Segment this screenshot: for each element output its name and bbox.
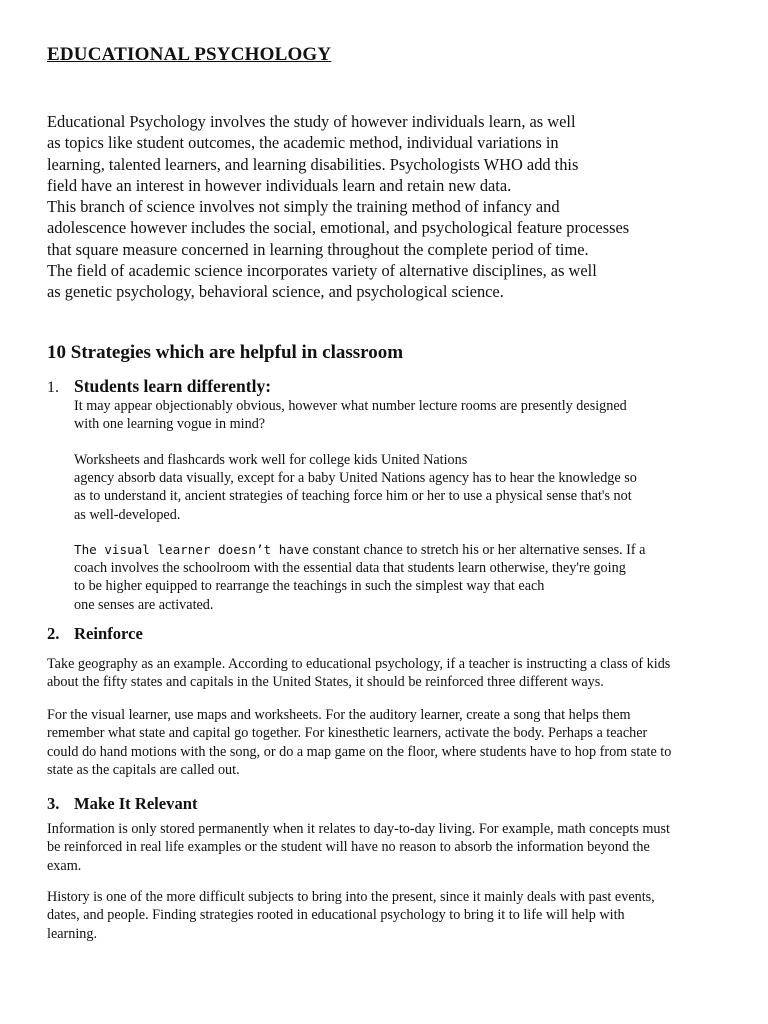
strategy-3-paragraph-a bbox=[47, 820, 737, 875]
text-line: to be higher equipped to rearrange the teachings in such the simplest way that each bbox=[74, 578, 545, 595]
strategy-3-paragraph-b bbox=[47, 888, 737, 943]
strategy-2-paragraph-a bbox=[47, 655, 737, 692]
intro-line: field have an interest in however individuals learn and retain new data. bbox=[47, 175, 512, 195]
text-line: agency absorb data visually, except for a baby United Nations agency has to hear the knowledge so bbox=[74, 470, 637, 487]
intro-line: as topics like student outcomes, the academic method, individual variations in bbox=[47, 133, 559, 153]
strategy-3-heading bbox=[47, 794, 198, 814]
text-line: one senses are activated. bbox=[74, 596, 214, 613]
text-line: For the visual learner, use maps and worksheets. For the auditory learner, create a song that helps them bbox=[47, 707, 631, 723]
text-line: be reinforced in real life examples or the student will have no reason to absorb the information beyond the bbox=[47, 839, 650, 856]
strategy-1-heading bbox=[47, 376, 271, 397]
intro-line: Educational Psychology involves the study of however individuals learn, as well bbox=[47, 112, 576, 131]
strategies-heading: 10 Strategies which are helpful in classroom bbox=[47, 342, 404, 363]
text-line: about the fifty states and capitals in the United States, it should be reinforced three different ways. bbox=[47, 674, 604, 691]
intro-paragraph bbox=[47, 111, 737, 303]
text-line: with one learning vogue in mind? bbox=[74, 416, 266, 433]
text-line: exam. bbox=[47, 857, 82, 874]
text-line: It may appear objectionably obvious, however what number lecture rooms are presently designed bbox=[74, 398, 627, 414]
text-line: remember what state and capital go together. For kinesthetic learners, activate the body. Perhaps a teacher bbox=[47, 725, 648, 742]
strategy-title: Make It Relevant bbox=[74, 794, 198, 813]
strategy-1-paragraph-c bbox=[74, 541, 734, 614]
strategy-number: 3. bbox=[47, 794, 60, 813]
mono-fragment: The visual learner doesn’t have bbox=[74, 542, 310, 557]
intro-line: as genetic psychology, behavioral science, and psychological science. bbox=[47, 282, 504, 302]
text-line: Information is only stored permanently when it relates to day-to-day living. For example, math concepts must bbox=[47, 821, 670, 837]
text-line: coach involves the schoolroom with the essential data that students learn otherwise, they're going bbox=[74, 560, 626, 577]
text-line: learning. bbox=[47, 925, 98, 942]
text-line: dates, and people. Finding strategies rooted in educational psychology to bring it to life will help with bbox=[47, 907, 625, 924]
text-line: as to understand it, ancient strategies of teaching force him or her to use a physical sense that's not bbox=[74, 488, 632, 505]
strategy-number: 1. bbox=[47, 379, 59, 396]
intro-line: that square measure concerned in learning throughout the complete period of time. bbox=[47, 239, 589, 259]
intro-line: adolescence however includes the social, emotional, and psychological feature processes bbox=[47, 218, 630, 238]
text-line: Take geography as an example. According to educational psychology, if a teacher is instructing a class of kids bbox=[47, 656, 671, 672]
strategy-number: 2. bbox=[47, 624, 60, 643]
text-fragment: constant chance to stretch his or her alternative senses. If a bbox=[309, 542, 646, 558]
intro-line: This branch of science involves not simply the training method of infancy and bbox=[47, 197, 560, 217]
strategy-2-paragraph-b bbox=[47, 706, 737, 780]
text-line: Worksheets and flashcards work well for college kids United Nations bbox=[74, 452, 468, 468]
strategy-title: Reinforce bbox=[74, 624, 143, 643]
text-line: state as the capitals are called out. bbox=[47, 762, 240, 779]
text-line: History is one of the more difficult subjects to bring into the present, since it mainly deals with past events, bbox=[47, 889, 655, 905]
text-line bbox=[74, 541, 734, 559]
intro-line: learning, talented learners, and learning disabilities. Psychologists WHO add this bbox=[47, 154, 579, 174]
strategy-title: Students learn differently: bbox=[74, 376, 272, 396]
strategy-1-paragraph-a bbox=[74, 397, 734, 433]
text-line: could do hand motions with the song, or do a map game on the floor, where students have to hop from state to bbox=[47, 743, 672, 760]
text-line: as well-developed. bbox=[74, 506, 181, 523]
strategy-1-paragraph-b bbox=[74, 451, 734, 524]
intro-line: The field of academic science incorporates variety of alternative disciplines, as well bbox=[47, 261, 597, 281]
strategy-2-heading bbox=[47, 624, 143, 644]
document-title: EDUCATIONAL PSYCHOLOGY bbox=[47, 44, 332, 65]
